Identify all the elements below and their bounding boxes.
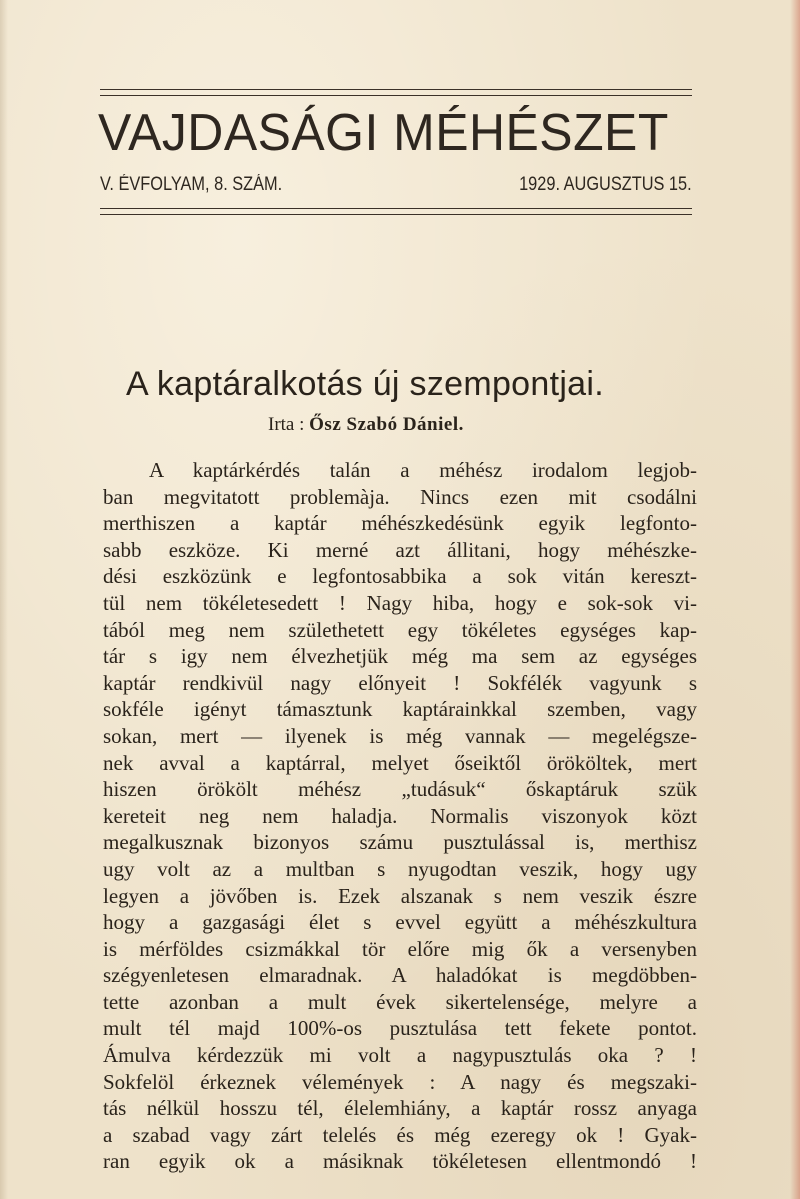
article-title: A kaptáralkotás új szempontjai.	[126, 365, 604, 403]
article-line: mult tél majd 100%-os pusztulása tett fekete pontot.	[103, 1016, 697, 1041]
author-name: Ősz Szabó Dániel.	[309, 414, 464, 435]
article-body	[103, 457, 697, 1175]
article-line: tül nem tökéletesedett ! Nagy hiba, hogy e sok-sok vi-	[103, 590, 697, 615]
issue-date: 1929. AUGUSZTUS 15.	[519, 174, 692, 195]
article-line: legyen a jövőben is. Ezek alszanak s nem veszik észre	[103, 883, 697, 908]
article-line: sabb eszköze. Ki merné azt állitani, hogy méhészke-	[103, 537, 697, 562]
article-line: tette azonban a mult évek sikertelensége, melyre a	[103, 989, 697, 1014]
article-line: hogy a gazgasági élet s evvel együtt a méhészkultura	[103, 910, 697, 935]
article-line: ban megvitatott problemàja. Nincs ezen mit csodálni	[103, 484, 697, 509]
article-line: tár s igy nem élvezhetjük még ma sem az egységes	[103, 644, 697, 669]
article-line: dési eszközünk e legfontosabbika a sok vitán kereszt-	[103, 564, 697, 589]
article-line: kereteit neg nem haladja. Normalis viszonyok közt	[103, 803, 697, 828]
article-line: a szabad vagy zárt telelés és még ezeregy ok ! Gyak-	[103, 1122, 697, 1147]
masthead-rule-bottom-1	[100, 208, 692, 209]
article-line: merthiszen a kaptár méhészkedésünk egyik legfonto-	[103, 511, 697, 536]
article-line: sokan, mert — ilyenek is még vannak — megelégszе-	[103, 723, 697, 748]
article-line: Sokfelöl érkeznek vélemények : A nagy és megszaki-	[103, 1069, 697, 1094]
masthead-rule-top-2	[100, 95, 692, 96]
byline-prefix: Irta :	[268, 414, 305, 435]
volume-issue: V. ÉVFOLYAM, 8. SZÁM.	[100, 174, 283, 195]
masthead-rule-top-1	[100, 89, 692, 90]
page-shadow-left	[0, 0, 8, 1199]
byline	[268, 412, 464, 438]
article-line: megalkusznak bizonyos számu pusztulással is, merthisz	[103, 830, 697, 855]
masthead-title: VAJDASÁGI MÉHÉSZET	[98, 104, 669, 162]
article-line: szégyenletesen elmaradnak. A haladókat is megdöbben-	[103, 963, 697, 988]
masthead-rule-bottom-2	[100, 214, 692, 215]
article-line: tából meg nem születhetett egy tökéletes egységes kap-	[103, 617, 697, 642]
article-line: tás nélkül hosszu tél, élelemhiány, a kaptár rossz anyaga	[103, 1096, 697, 1121]
article-line: hiszen örökölt méhész „tudásuk“ őskaptáruk szük	[103, 777, 697, 802]
article-line: sokféle igényt támasztunk kaptárainkkal szemben, vagy	[103, 697, 697, 722]
article-line: A kaptárkérdés talán a méhész irodalom legjob-	[149, 458, 697, 482]
article-line: kaptár rendkivül nagy előnyeit ! Sokfélék vagyunk s	[103, 670, 697, 695]
article-line: ran egyik ok a másiknak tökéletesen ellentmondó !	[103, 1149, 697, 1174]
masthead-info	[100, 174, 692, 202]
article-line: Ámulva kérdezzük mi volt a nagypusztulás oka ? !	[103, 1043, 697, 1068]
article-line: nek avval a kaptárral, melyet őseiktől örököltek, mert	[103, 750, 697, 775]
page-edge-right	[790, 0, 800, 1199]
article-line: is mérföldes csizmákkal tör előre mig ők a versenyben	[103, 936, 697, 961]
article-line: ugy volt az a multban s nyugodtan veszik, hogy ugy	[103, 856, 697, 881]
